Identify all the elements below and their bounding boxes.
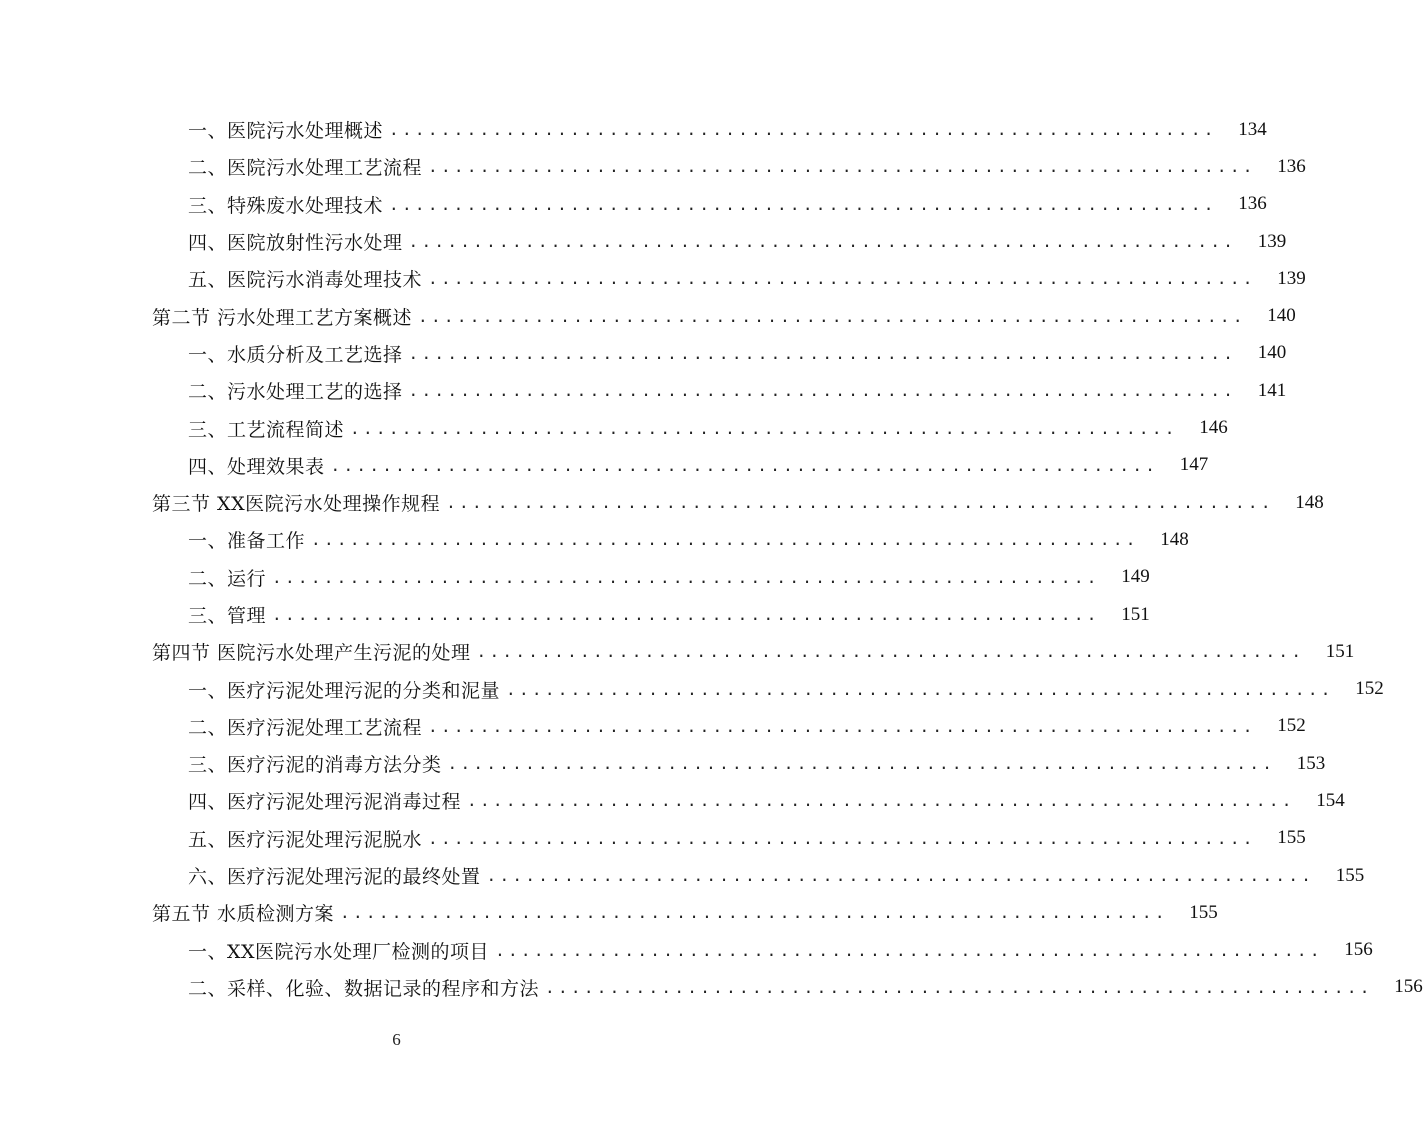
toc-entry[interactable] xyxy=(0,932,1373,969)
toc-entry-page: 152 xyxy=(1355,678,1384,700)
toc-entry[interactable] xyxy=(0,559,1150,596)
toc-entry-title: 第三节 XX医院污水处理操作规程 xyxy=(152,493,441,516)
toc-entry[interactable] xyxy=(0,447,1209,484)
toc-entry[interactable] xyxy=(0,409,1228,446)
toc-entry[interactable] xyxy=(0,596,1150,633)
toc-entry-title: 三、工艺流程简述 xyxy=(188,418,345,441)
toc-entry-page: 156 xyxy=(1394,976,1423,998)
toc-entry-title: 三、特殊废水处理技术 xyxy=(188,194,384,217)
toc-entry-title: 三、管理 xyxy=(188,605,267,627)
toc-entry-page: 154 xyxy=(1316,789,1345,811)
toc-entry-page: 140 xyxy=(1257,342,1287,364)
toc-entry[interactable] xyxy=(0,670,1384,707)
toc-entry-page: 152 xyxy=(1277,715,1306,737)
toc-entry-page: 146 xyxy=(1199,417,1228,439)
toc-entry[interactable] xyxy=(0,260,1306,297)
toc-entry-page: 141 xyxy=(1257,379,1287,401)
toc-entry-page: 155 xyxy=(1277,827,1306,849)
dot-leader: ................................................................ xyxy=(408,232,1237,252)
toc-entry[interactable] xyxy=(0,969,1423,1006)
toc-entry-page: 139 xyxy=(1257,230,1287,252)
dot-leader: ................................................................ xyxy=(506,679,1334,699)
toc-entry-title: 五、医疗污泥处理污泥脱水 xyxy=(188,828,423,851)
dot-leader: ................................................................ xyxy=(408,343,1237,363)
toc-entry[interactable] xyxy=(0,782,1345,819)
toc-section-entry[interactable] xyxy=(0,297,1296,334)
toc-entry-page: 153 xyxy=(1296,752,1326,774)
toc-section-entry[interactable] xyxy=(0,484,1324,521)
toc-entry-title: 一、医院污水处理概述 xyxy=(188,120,384,143)
dot-leader: ................................................................ xyxy=(418,306,1246,326)
toc-entry-title: 一、XX医院污水处理厂检测的项目 xyxy=(188,940,490,963)
dot-leader: ................................................................ xyxy=(447,754,1276,774)
toc-entry-title: 六、医疗污泥处理污泥的最终处置 xyxy=(188,866,481,889)
toc-entry-title: 一、准备工作 xyxy=(188,530,306,553)
toc-entry-page: 140 xyxy=(1267,305,1296,327)
dot-leader: ................................................................ xyxy=(389,194,1217,214)
toc-entry[interactable] xyxy=(0,186,1267,223)
dot-leader: ................................................................ xyxy=(476,642,1305,662)
toc-entry-title: 二、医院污水处理工艺流程 xyxy=(188,157,423,180)
toc-entry-title: 一、医疗污泥处理污泥的分类和泥量 xyxy=(188,679,501,702)
dot-leader: ................................................................ xyxy=(272,567,1100,587)
dot-leader: ................................................................ xyxy=(408,381,1237,401)
toc-entry-page: 147 xyxy=(1179,454,1209,476)
toc-entry[interactable] xyxy=(0,521,1189,558)
dot-leader: ................................................................ xyxy=(428,828,1256,848)
toc-section-entry[interactable] xyxy=(0,633,1355,670)
table-of-contents xyxy=(0,111,1423,1006)
dot-leader: ................................................................ xyxy=(467,791,1295,811)
toc-entry-title: 四、医院放射性污水处理 xyxy=(188,232,403,255)
toc-entry[interactable] xyxy=(0,745,1326,782)
dot-leader: ................................................................ xyxy=(340,903,1168,923)
dot-leader: ................................................................ xyxy=(350,418,1178,438)
toc-entry-title: 二、采样、化验、数据记录的程序和方法 xyxy=(188,977,540,1000)
toc-entry[interactable] xyxy=(0,335,1287,372)
toc-entry-page: 151 xyxy=(1325,640,1355,662)
toc-entry-title: 第五节 水质检测方案 xyxy=(152,903,335,926)
dot-leader: ................................................................ xyxy=(272,605,1100,624)
toc-entry-page: 155 xyxy=(1189,901,1218,923)
toc-entry-title: 二、医疗污泥处理工艺流程 xyxy=(188,716,423,739)
toc-entry[interactable] xyxy=(0,111,1267,148)
toc-entry[interactable] xyxy=(0,708,1306,745)
dot-leader: ................................................................ xyxy=(446,493,1274,513)
dot-leader: ................................................................ xyxy=(311,530,1139,550)
toc-entry-page: 155 xyxy=(1335,864,1365,886)
toc-entry-page: 148 xyxy=(1160,528,1189,550)
toc-entry-page: 156 xyxy=(1344,939,1373,961)
toc-entry-page: 149 xyxy=(1121,566,1150,588)
toc-entry-page: 148 xyxy=(1295,491,1324,513)
toc-entry-title: 四、医疗污泥处理污泥消毒过程 xyxy=(188,791,462,814)
toc-entry-title: 第二节 污水处理工艺方案概述 xyxy=(152,306,413,329)
dot-leader: ................................................................ xyxy=(330,455,1159,475)
toc-entry[interactable] xyxy=(0,372,1287,409)
dot-leader: ................................................................ xyxy=(545,977,1373,997)
toc-entry-page: 134 xyxy=(1238,118,1267,140)
toc-entry-title: 四、处理效果表 xyxy=(188,455,325,478)
dot-leader: ................................................................ xyxy=(389,120,1217,140)
toc-entry[interactable] xyxy=(0,223,1287,260)
dot-leader: ................................................................ xyxy=(495,940,1323,960)
toc-entry[interactable] xyxy=(0,820,1306,857)
toc-entry-title: 第四节 医院污水处理产生污泥的处理 xyxy=(152,642,471,665)
toc-entry-title: 五、医院污水消毒处理技术 xyxy=(188,269,423,292)
dot-leader: ................................................................ xyxy=(486,866,1315,886)
page-number: 6 xyxy=(392,1030,401,1049)
dot-leader: ................................................................ xyxy=(428,269,1256,289)
toc-entry-title: 一、水质分析及工艺选择 xyxy=(188,343,403,366)
toc-entry[interactable] xyxy=(0,857,1365,894)
toc-entry-title: 二、污水处理工艺的选择 xyxy=(188,381,403,404)
toc-entry-page: 151 xyxy=(1121,603,1150,625)
toc-entry-title: 三、医疗污泥的消毒方法分类 xyxy=(188,754,442,777)
toc-entry-page: 136 xyxy=(1238,193,1267,215)
toc-entry-title: 二、运行 xyxy=(188,567,267,590)
toc-entry-page: 136 xyxy=(1277,155,1306,177)
dot-leader: ................................................................ xyxy=(428,157,1256,177)
toc-entry[interactable] xyxy=(0,148,1306,185)
toc-section-entry[interactable] xyxy=(0,894,1218,931)
dot-leader: ................................................................ xyxy=(428,716,1256,736)
toc-entry-page: 139 xyxy=(1277,267,1306,289)
